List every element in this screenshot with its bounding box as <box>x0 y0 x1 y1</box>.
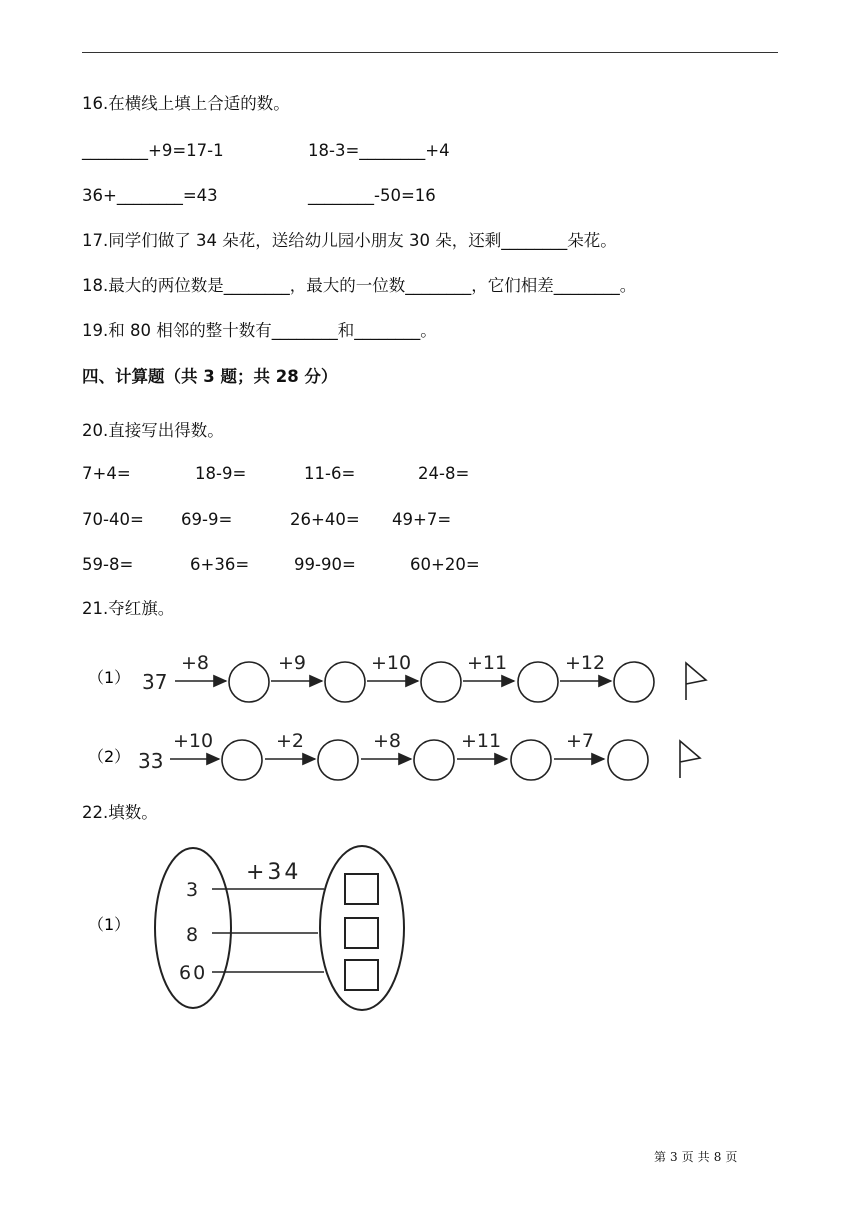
chain1-step: +12 <box>565 652 606 674</box>
q20-item: 60+20= <box>410 555 480 574</box>
input-number: 8 <box>186 924 199 946</box>
q20-item: 18-9= <box>195 464 247 483</box>
operation-label: +34 <box>246 860 302 885</box>
chain2-step: +11 <box>461 730 502 752</box>
chain1-step: +10 <box>371 652 412 674</box>
chain1-step: +9 <box>278 652 307 674</box>
chain1-answer-circle[interactable] <box>614 662 654 702</box>
chain2-answer-circle[interactable] <box>414 740 454 780</box>
red-flag-icon <box>680 741 700 778</box>
chain1-answer-circle[interactable] <box>229 662 269 702</box>
q20-item: 59-8= <box>82 555 134 574</box>
q16-eq4: ________-50=16 <box>308 186 436 205</box>
q22-title: 22.填数。 <box>82 803 158 822</box>
chain1-answer-circle[interactable] <box>325 662 365 702</box>
chain1-start: 37 <box>142 670 168 694</box>
input-number: 60 <box>179 962 208 984</box>
q20-item: 70-40= <box>82 510 144 529</box>
q18-text: 18.最大的两位数是________，最大的一位数________，它们相差________。 <box>82 276 637 295</box>
q20-item: 26+40= <box>290 510 360 529</box>
q16-eq1: ________+9=17-1 <box>82 141 224 160</box>
q20-item: 24-8= <box>418 464 470 483</box>
q16-eq3: 36+________=43 <box>82 186 218 205</box>
red-flag-icon <box>686 663 706 700</box>
chain1-step: +8 <box>181 652 210 674</box>
chain1-answer-circle[interactable] <box>518 662 558 702</box>
q20-item: 6+36= <box>190 555 250 574</box>
q20-item: 99-90= <box>294 555 356 574</box>
answer-box[interactable] <box>345 918 378 948</box>
page-footer: 第 3 页 共 8 页 <box>654 1150 738 1164</box>
q20-item: 49+7= <box>392 510 452 529</box>
q20-item: 11-6= <box>304 464 356 483</box>
q17-text: 17.同学们做了 34 朵花，送给幼儿园小朋友 30 朵，还剩________朵花。 <box>82 231 617 250</box>
q22-label: （1） <box>88 915 131 934</box>
q19-text: 19.和 80 相邻的整十数有________和________。 <box>82 321 437 340</box>
q20-title: 20.直接写出得数。 <box>82 421 224 440</box>
q16-title: 16.在横线上填上合适的数。 <box>82 94 290 113</box>
chain2-start: 33 <box>138 749 164 773</box>
chain1-step: +11 <box>467 652 508 674</box>
input-number: 3 <box>186 879 199 901</box>
output-oval <box>320 846 404 1010</box>
chain1-label: （1） <box>88 668 131 687</box>
total-pages: 8 <box>713 1150 722 1164</box>
chain1-answer-circle[interactable] <box>421 662 461 702</box>
chain2-step: +8 <box>373 730 402 752</box>
chain2-answer-circle[interactable] <box>608 740 648 780</box>
q20-item: 7+4= <box>82 464 131 483</box>
section-heading: 四、计算题（共 3 题；共 28 分） <box>82 367 338 386</box>
chain2-answer-circle[interactable] <box>318 740 358 780</box>
q20-item: 69-9= <box>181 510 233 529</box>
answer-box[interactable] <box>345 960 378 990</box>
chain2-answer-circle[interactable] <box>222 740 262 780</box>
q16-eq2: 18-3=________+4 <box>308 141 450 160</box>
q21-title: 21.夺红旗。 <box>82 599 175 618</box>
chain2-step: +10 <box>173 730 214 752</box>
chain2-step: +7 <box>566 730 595 752</box>
answer-box[interactable] <box>345 874 378 904</box>
chain2-label: （2） <box>88 747 131 766</box>
current-page: 3 <box>670 1150 678 1164</box>
chain2-step: +2 <box>276 730 305 752</box>
chain2-answer-circle[interactable] <box>511 740 551 780</box>
